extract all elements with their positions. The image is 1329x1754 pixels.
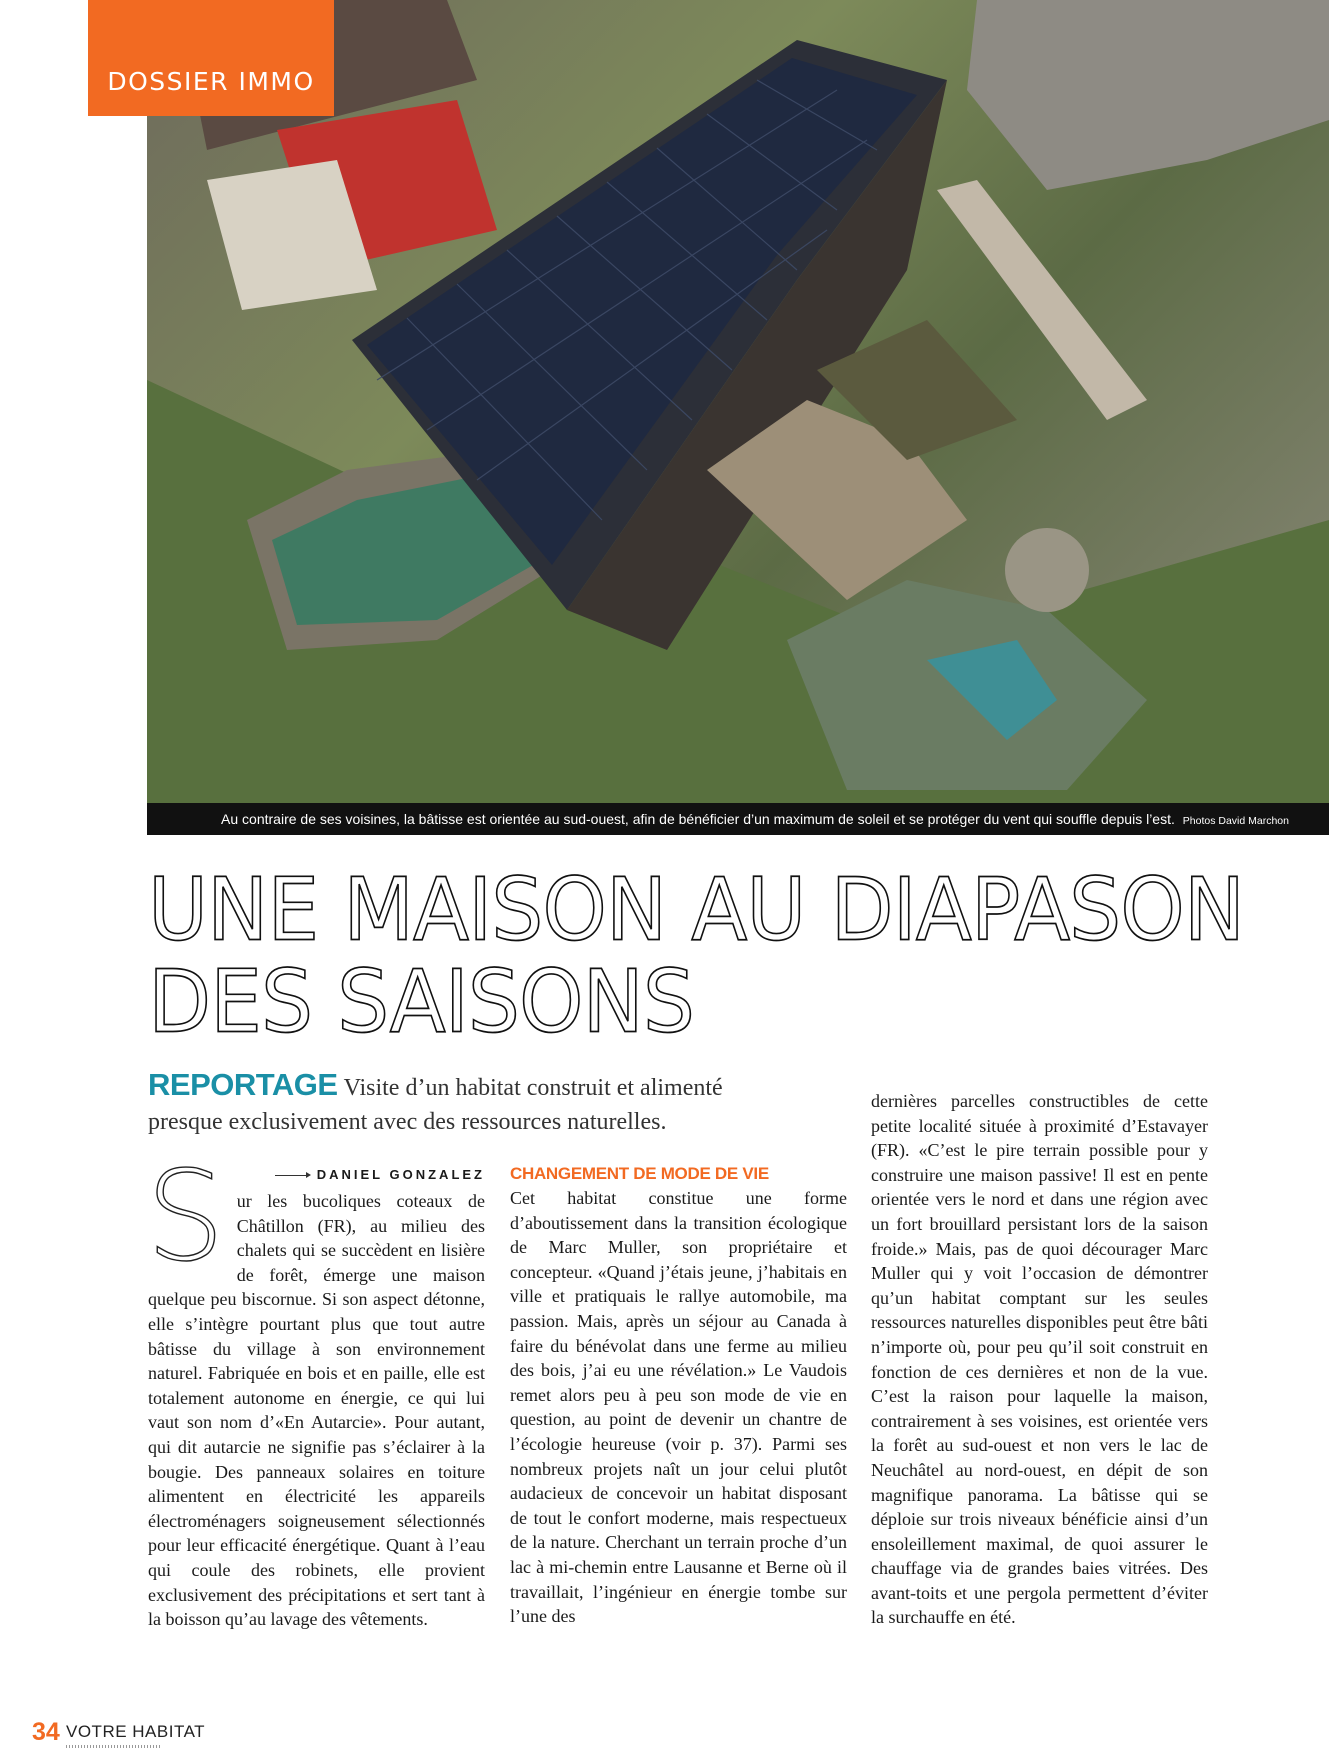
page-number: 34 [32,1718,60,1746]
photo-caption: Au contraire de ses voisines, la bâtisse est orientée au sud-ouest, afin de bénéficier d’un maximum de soleil et se protéger du vent qui souffle depuis l’est. [221,811,1175,827]
photo-credit: Photos David Marchon [1182,815,1289,827]
article-column-1 [146,1145,485,1632]
aerial-house-illustration [147,0,1329,803]
article-column-2 [510,1162,847,1629]
article-kicker: REPORTAGE [148,1067,338,1102]
magazine-name: VOTRE HABITAT [66,1722,206,1741]
drop-cap: S [146,1145,225,1289]
article-title [148,859,1308,1053]
section-subhead: CHANGEMENT DE MODE DE VIE [510,1164,769,1183]
photo-caption-bar [147,803,1329,835]
section-label: DOSSIER IMMO [88,0,334,116]
byline-arrow-icon [275,1175,309,1176]
hero-photo [147,0,1329,803]
column-1-text: ur les bucoliques coteaux de Châtillon (FR), au milieu des chalets qui se succèdent en lisière de forêt, émerge une maison quelque peu biscornue. Si son aspect détonne, elle s’intègre pourtant plus que tout autre bâtisse du village à son environnement naturel. Fabriquée en bois et en paille, elle est totalement autonome en énergie, ce qui lui vaut son nom d’«En Autarcie». Pour autant, qui dit autarcie ne signifie pas s’éclairer à la bougie. Des panneaux solaires en toiture alimentent en électricité les appareils électroménagers soigneusement sélectionnés pour leur efficacité énergétique. Quant à l’eau qui coule des robinets, elle provient exclusivement des précipitations et sert tant à la boisson qu’au lavage des vêtements. [148,1191,485,1630]
author-name: DANIEL GONZALEZ [316,1167,485,1182]
article-title-line-1: UNE MAISON AU DIAPASON [148,859,1245,961]
article-deck-text: Visite d’un habitat construit et alimenté presque exclusivement avec des ressources naturelles. [148,1075,723,1135]
article-deck [148,1068,788,1139]
column-2-text: Cet habitat constitue une forme d’aboutissement dans la transition écologique de Marc Muller, son propriétaire et concepteur. «Quand j’étais jeune, j’habitais en ville et pratiquais le rallye automobile, ma passion. Mais, après un séjour au Canada à faire du bénévolat dans une ferme au milieu des bois, j’ai eu une révélation.» Le Vaudois remet alors peu à peu son mode de vie en question, au point de devenir un chantre de l’écologie heureuse (voir p. 37). Parmi ses nombreux projets naît un jour celui plutôt audacieux de concevoir un habitat disposant de tout le confort moderne, mais respectueux de la nature. Cherchant un terrain proche d’un lac à mi-chemin entre Lausanne et Berne où il travaillait, l’ingénieur en énergie tombe sur l’une des [510,1188,847,1627]
footer-rule [66,1745,160,1748]
column-3-text: dernières parcelles constructibles de cette petite localité située à proximité d’Estavayer (FR). «C’est le pire terrain possible pour y construire une maison passive! Il est en pente orientée vers le nord et dans une région avec un fort brouillard persistant lors de la saison froide.» Mais, pas de quoi décourager Marc Muller qui y voit l’occasion de démontrer qu’un habitat comptant sur les seules ressources naturelles disponibles peut être bâti n’importe où, pour peu qu’il soit construit en fonction de ces dernières et non de la vue. C’est la raison pour laquelle la maison, contrairement à ses voisines, est orientée vers la forêt au sud-ouest et non vers le lac de Neuchâtel au nord-ouest, en dépit de son magnifique panorama. La bâtisse qui se déploie sur trois niveaux bénéficie ainsi d’un ensoleillement maximal, de quoi assurer le chauffage via de grandes baies vitrées. Des avant-toits et une pergola permettent d’éviter la surchauffe en été. [871,1091,1208,1628]
article-title-line-2: DES SAISONS [148,951,694,1053]
article-column-3 [871,1089,1208,1630]
